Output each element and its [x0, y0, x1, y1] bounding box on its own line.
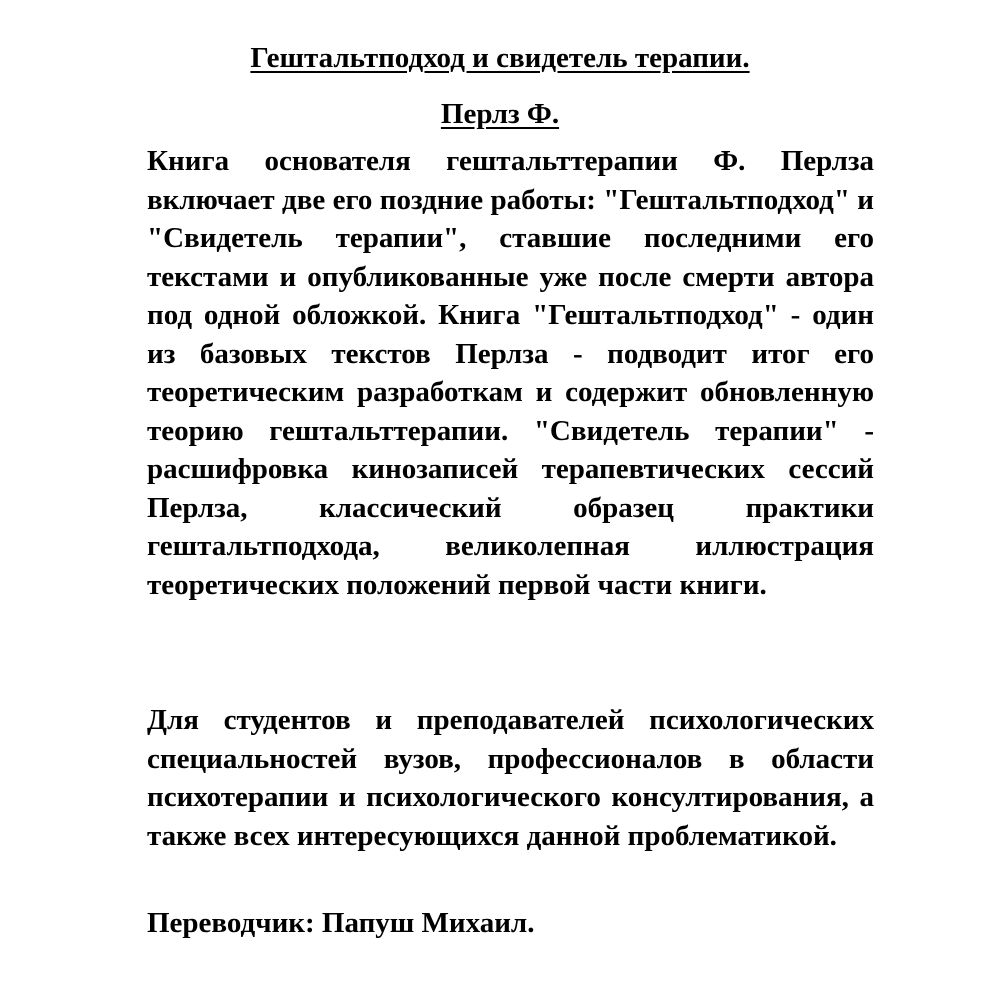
audience-paragraph: Для студентов и преподавателей психологических специальностей вузов, профессионалов в области психотерапии и психологического консултирования, а также всех интересующихся данной проблематикой.	[147, 704, 874, 852]
book-description: Книга основателя гештальттерапии Ф. Перлза включает две его поздние работы: "Гештальтподход" и "Свидетель терапии", ставшие последними его текстами и опубликованные уже после смерти автора под одной обложкой. Книга "Гештальтподход" - один из базовых текстов Перлза - подводит итог его теоретическим разработкам и содержит обновленную теорию гештальттерапии. "Свидетель терапии" - расшифровка кинозаписей терапевтических сессий Перлза, классический образец практики гештальтподхода, великолепная иллюстрация теоретических положений первой части книги.	[147, 145, 874, 601]
book-author: Перлз Ф.	[440, 98, 560, 130]
book-title: Гештальтподход и свидетель терапии.	[250, 42, 750, 74]
translator-line: Переводчик: Папуш Михаил.	[147, 907, 535, 939]
